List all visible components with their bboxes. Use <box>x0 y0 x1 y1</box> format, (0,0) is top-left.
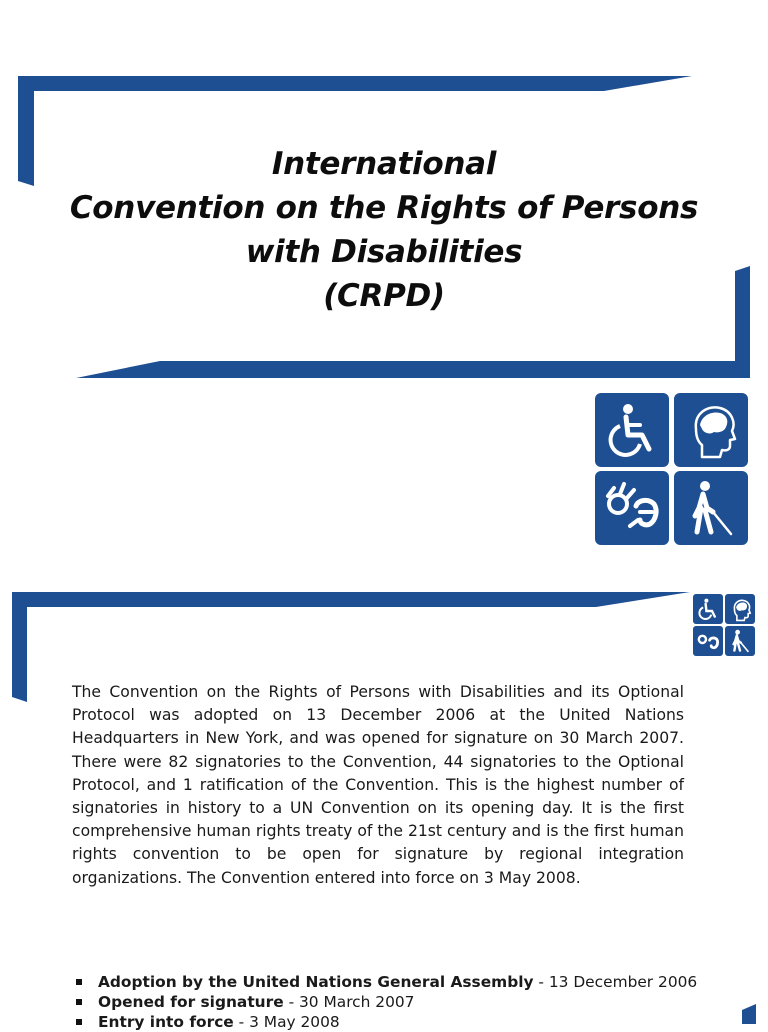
bullet-label: Opened for signature <box>98 993 284 1011</box>
list-item <box>74 1012 704 1032</box>
title-line-1: International <box>271 146 497 182</box>
sign-language-icon <box>595 471 669 545</box>
title-line-4: (CRPD) <box>323 278 445 314</box>
slide1-frame-top-bar <box>18 76 692 91</box>
slide2-frame-left-bar <box>12 592 27 702</box>
list-item <box>74 992 704 1012</box>
bullet-label: Entry into force <box>98 1013 234 1031</box>
blind-cane-icon <box>725 626 755 656</box>
bullet-value: - 3 May 2008 <box>233 1013 340 1031</box>
title-line-3: with Disabilities <box>245 234 523 270</box>
list-item <box>74 972 704 992</box>
slide2-frame-corner <box>742 1004 756 1024</box>
wheelchair-icon <box>693 594 723 624</box>
bullet-label: Adoption by the United Nations General Assembly <box>98 973 534 991</box>
slide2-frame-top-bar <box>12 592 690 607</box>
slide1-title <box>30 142 738 318</box>
blind-cane-icon <box>674 471 748 545</box>
slide1-frame-bottom-bar <box>76 361 750 378</box>
sign-language-icon <box>693 626 723 656</box>
bullet-value: - 13 December 2006 <box>533 973 698 991</box>
head-brain-icon <box>674 393 748 467</box>
head-brain-icon <box>725 594 755 624</box>
convention-description: The Convention on the Rights of Persons with Disabilities and its Optional Protocol was adopted on 13 December 2006 at the United Nations Headquarters in New York, and was opened for signature on 30 March 2007. There were 82 signatories to the Convention, 44 signatories to the Optional Protocol, and 1 ratification of the Convention. This is the highest number of signatories in history to a UN Convention on its opening day. It is the first comprehensive human rights treaty of the 21st century and is the first human rights convention to be open for signature by regional integration organizations. The Convention entered into force on 3 May 2008. <box>72 683 684 887</box>
wheelchair-icon <box>595 393 669 467</box>
key-dates-list <box>74 972 704 1032</box>
title-line-2: Convention on the Rights of Persons <box>69 190 699 226</box>
bullet-value: - 30 March 2007 <box>283 993 415 1011</box>
